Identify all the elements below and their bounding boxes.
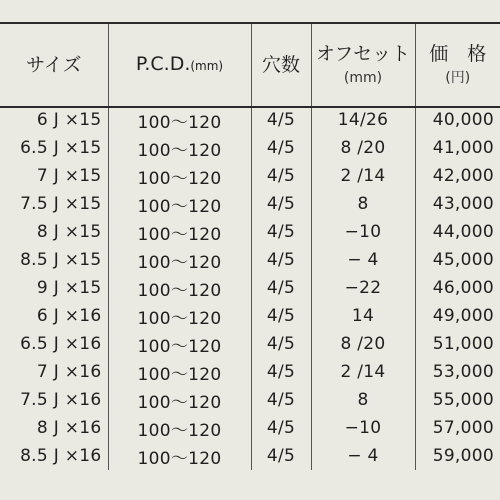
table-row [0,162,500,190]
price-cell: 51,000 [415,330,500,358]
table-row [0,302,500,330]
header-pcd-unit: (mm) [190,58,224,73]
holes-cell: 4/5 [251,302,311,330]
header-offset: オフセット (mm) [311,24,415,106]
header-pcd: P.C.D.(mm) [108,24,251,106]
holes-cell: 4/5 [251,162,311,190]
header-price-unit: (円) [445,69,471,86]
table-row [0,330,500,358]
price-cell: 57,000 [415,414,500,442]
table-row [0,246,500,274]
offset-cell: 8 [311,190,415,218]
holes-cell: 4/5 [251,106,311,134]
holes-cell: 4/5 [251,190,311,218]
holes-cell: 4/5 [251,274,311,302]
size-cell: 8.5 J ×16 [20,446,102,466]
table-header [0,24,500,106]
table-row [0,414,500,442]
table-row [0,358,500,386]
offset-cell: 8 /20 [311,330,415,358]
pcd-cell: 100〜120 [108,134,251,162]
price-cell: 41,000 [415,134,500,162]
price-cell: 53,000 [415,358,500,386]
size-cell: 7 J ×15 [36,166,102,186]
pcd-cell: 100〜120 [108,106,251,134]
header-size: サイズ [26,53,82,76]
holes-cell: 4/5 [251,386,311,414]
header-price: 価 格 (円) [415,24,500,106]
table-body [0,106,500,470]
offset-cell: −10 [311,218,415,246]
holes-cell: 4/5 [251,414,311,442]
size-cell: 8 J ×15 [36,222,102,242]
offset-cell: 14/26 [311,106,415,134]
pcd-cell: 100〜120 [108,358,251,386]
size-cell: 6.5 J ×16 [20,334,102,354]
size-cell: 6 J ×15 [36,110,102,130]
header-holes: 穴数 [251,24,311,106]
price-cell: 42,000 [415,162,500,190]
table-row [0,386,500,414]
size-cell: 9 J ×15 [36,278,102,298]
price-cell: 40,000 [415,106,500,134]
offset-cell: 14 [311,302,415,330]
table-row [0,134,500,162]
offset-cell: 8 [311,386,415,414]
size-cell: 8 J ×16 [36,418,102,438]
pcd-cell: 100〜120 [108,330,251,358]
holes-cell: 4/5 [251,442,311,470]
size-cell: 6 J ×16 [36,306,102,326]
price-cell: 46,000 [415,274,500,302]
size-cell: 7.5 J ×16 [20,390,102,410]
offset-cell: 2 /14 [311,358,415,386]
offset-cell: −10 [311,414,415,442]
table-row [0,218,500,246]
table-row [0,190,500,218]
offset-cell: −22 [311,274,415,302]
header-offset-unit: (mm) [343,69,383,86]
price-cell: 45,000 [415,246,500,274]
pcd-cell: 100〜120 [108,386,251,414]
pcd-cell: 100〜120 [108,302,251,330]
offset-cell: − 4 [311,246,415,274]
table-row [0,106,500,134]
size-cell: 6.5 J ×15 [20,138,102,158]
table-row [0,274,500,302]
table-row [0,442,500,470]
price-cell: 44,000 [415,218,500,246]
price-cell: 43,000 [415,190,500,218]
size-cell: 8.5 J ×15 [20,250,102,270]
size-cell: 7.5 J ×15 [20,194,102,214]
price-cell: 49,000 [415,302,500,330]
price-cell: 59,000 [415,442,500,470]
pcd-cell: 100〜120 [108,162,251,190]
pcd-cell: 100〜120 [108,274,251,302]
header-rule [0,106,500,108]
holes-cell: 4/5 [251,218,311,246]
price-cell: 55,000 [415,386,500,414]
offset-cell: − 4 [311,442,415,470]
holes-cell: 4/5 [251,246,311,274]
pcd-cell: 100〜120 [108,442,251,470]
holes-cell: 4/5 [251,134,311,162]
offset-cell: 8 /20 [311,134,415,162]
offset-cell: 2 /14 [311,162,415,190]
pcd-cell: 100〜120 [108,190,251,218]
size-cell: 7 J ×16 [36,362,102,382]
wheel-price-table [0,24,500,470]
holes-cell: 4/5 [251,358,311,386]
pcd-cell: 100〜120 [108,414,251,442]
holes-cell: 4/5 [251,330,311,358]
pcd-cell: 100〜120 [108,218,251,246]
pcd-cell: 100〜120 [108,246,251,274]
